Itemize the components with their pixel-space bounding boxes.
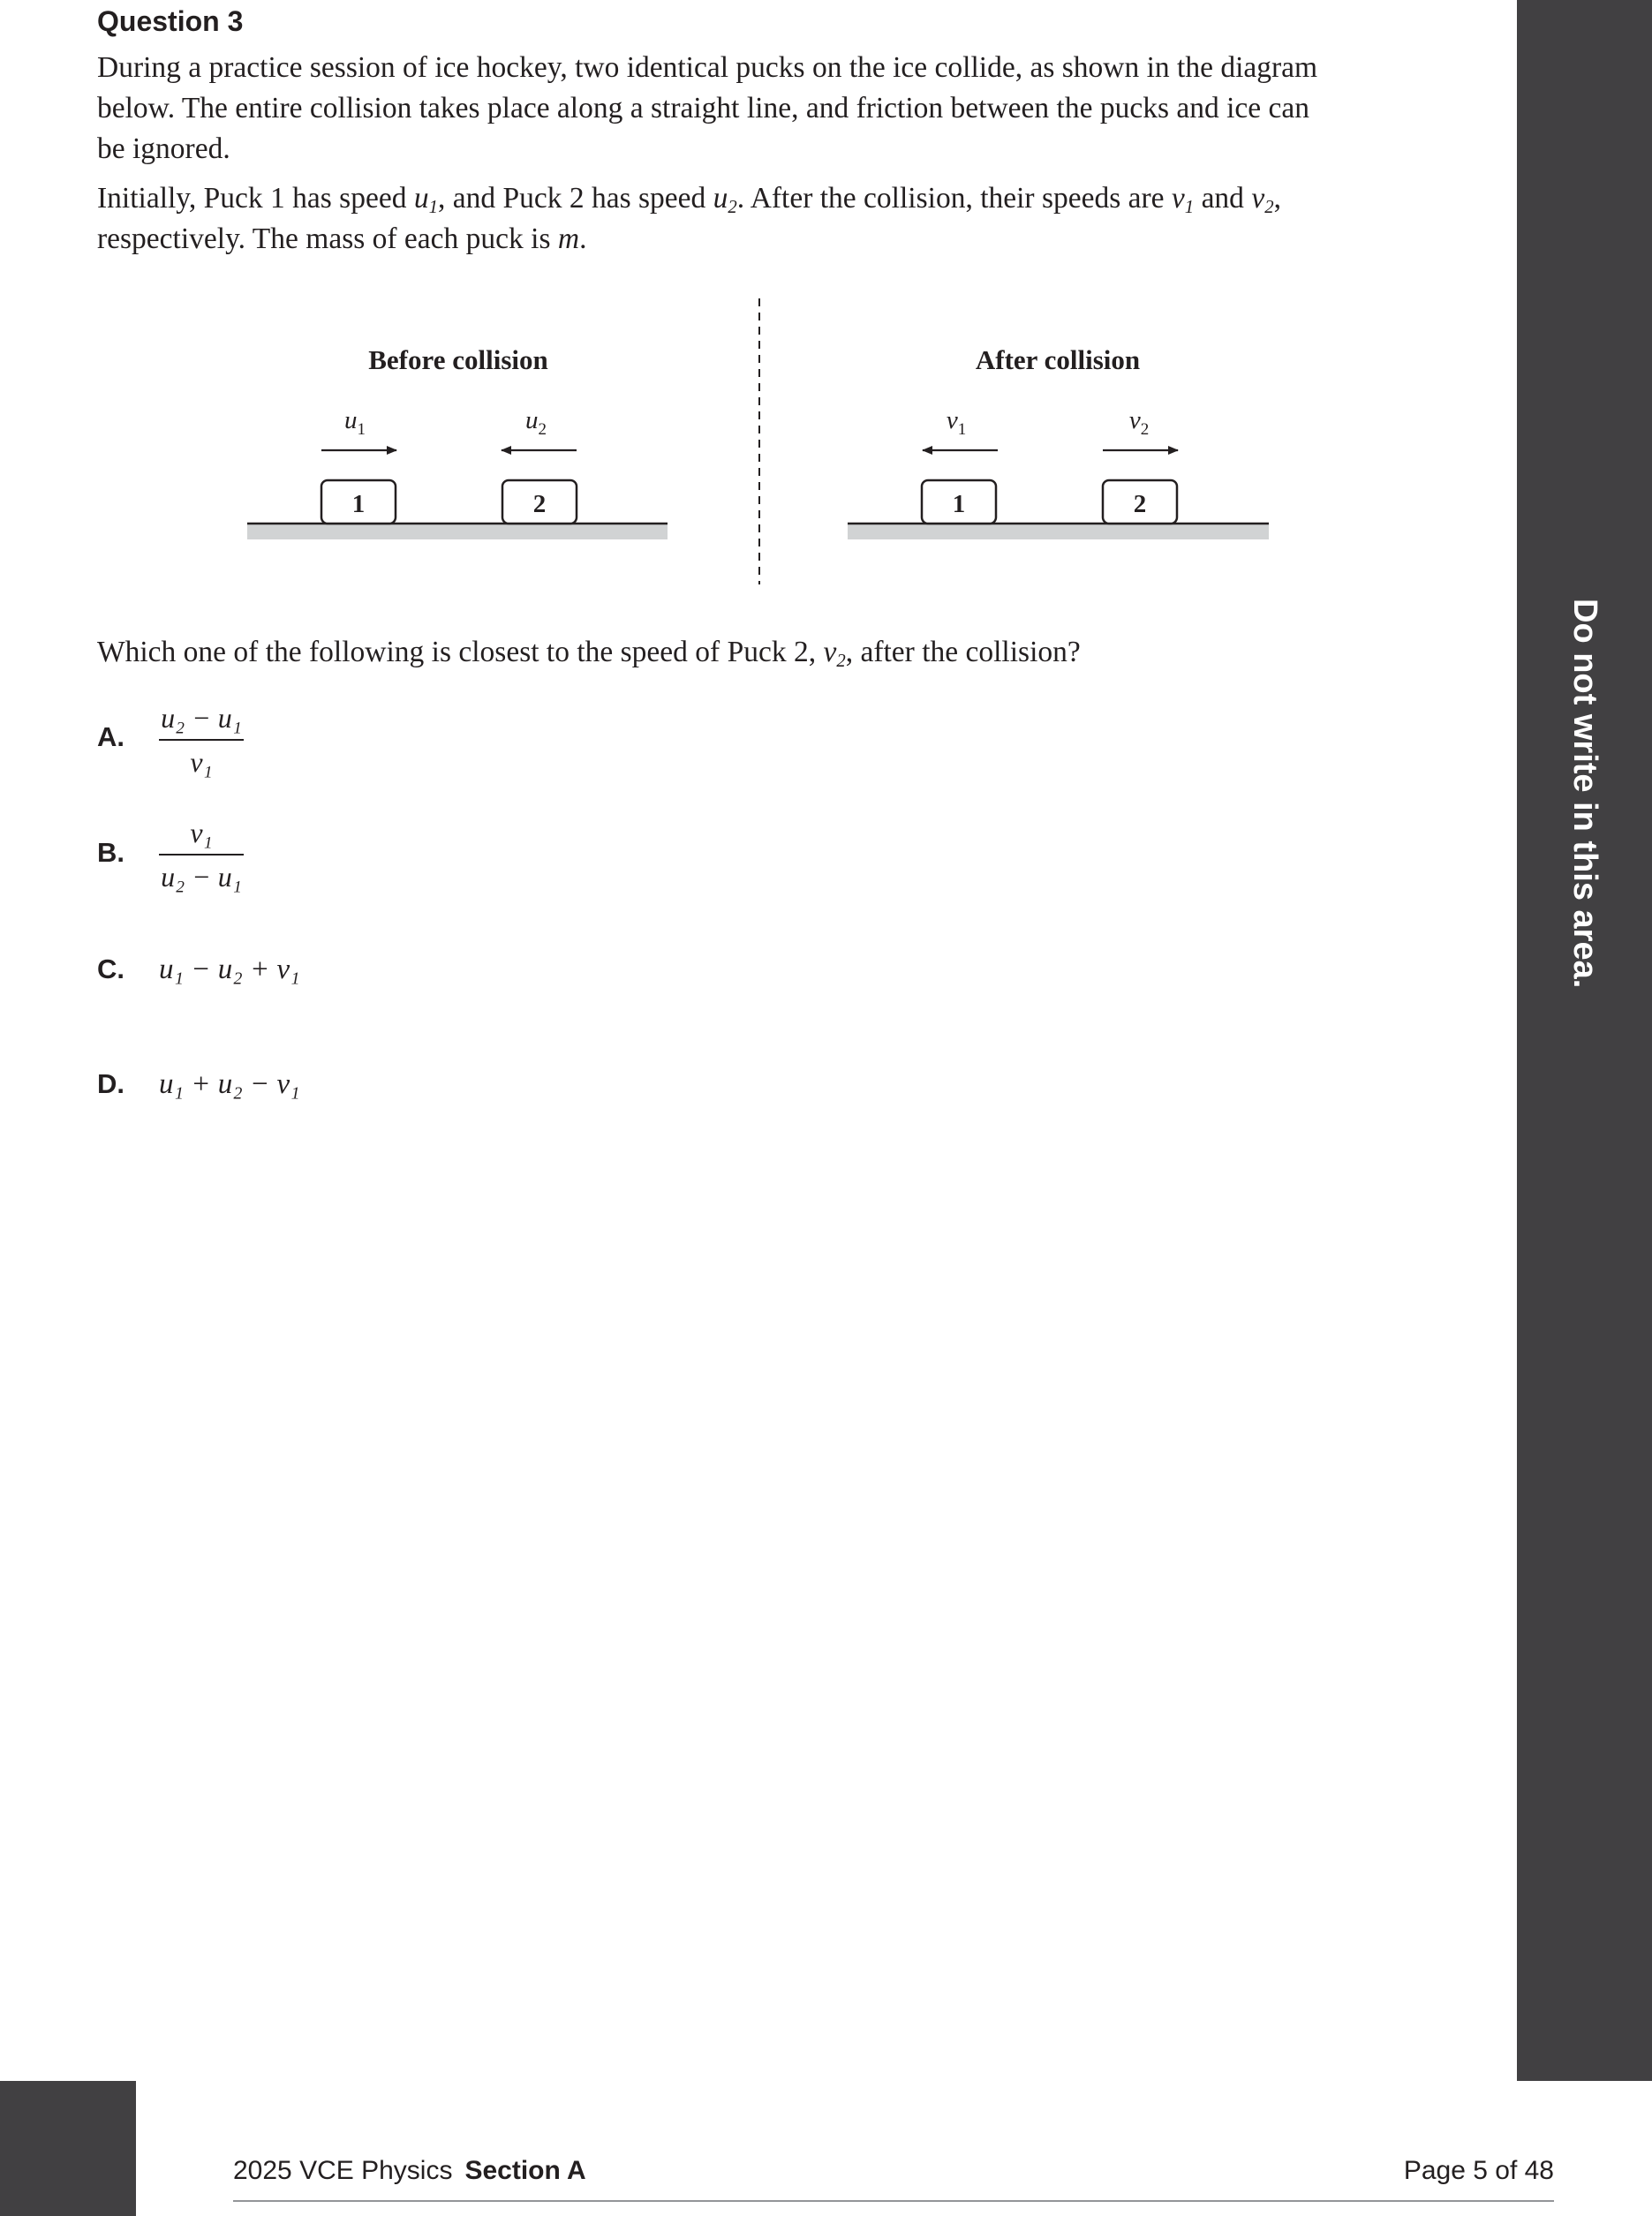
question-paragraph-1 xyxy=(97,48,1422,170)
question-paragraph-2 xyxy=(97,178,1422,260)
puck-2-label: 2 xyxy=(532,490,547,518)
label-u2: $u_2$ xyxy=(525,406,547,439)
question-title: Question 3 xyxy=(97,5,244,37)
var-mass: m xyxy=(557,222,580,255)
ice-surface-before xyxy=(247,524,668,539)
page-number: Page 5 of 48 xyxy=(1403,2156,1554,2185)
fraction-bar xyxy=(159,854,244,855)
option-b-letter: B. xyxy=(97,837,124,868)
option-b-numerator: v₁ xyxy=(190,817,213,848)
option-a-letter: A. xyxy=(97,721,124,752)
paragraph-line: During a practice session of ice hockey, two identical pucks on the ice collide, as shown in the diagram xyxy=(97,51,1318,84)
puck-1-label: 1 xyxy=(952,490,966,518)
var-v2: $v_2$ xyxy=(1251,182,1274,217)
option-a-numerator: u₂ − u₁ xyxy=(161,702,242,734)
var-u1: $u_1$ xyxy=(413,182,438,217)
footer-section: Section A xyxy=(464,2156,586,2185)
option-c-expression: u₁ − u₂ + v₁ xyxy=(159,953,300,985)
option-d-letter: D. xyxy=(97,1068,124,1099)
paragraph-line: below. The entire collision takes place along a straight line, and friction between the pucks and ice can xyxy=(97,92,1310,124)
label-u1: $u_1$ xyxy=(344,406,366,439)
before-title: Before collision xyxy=(368,344,548,375)
footer-left xyxy=(233,2156,586,2186)
ice-surface-after xyxy=(848,524,1269,539)
question-prompt: Which one of the following is closest to the speed of Puck 2, $v_2$, after the collision? xyxy=(97,636,1081,671)
margin-note: Do not write in this area. xyxy=(1566,598,1603,989)
label-v2: $v_2$ xyxy=(1128,406,1150,439)
footer-rule xyxy=(233,2200,1554,2202)
paragraph-line: Initially, Puck 1 has speed $u_1$, and Puck 2 has speed $u_2$. After the collision, their speeds are $v_1$ and $v_2$, xyxy=(97,182,1281,217)
option-d-expression: u₁ + u₂ − v₁ xyxy=(159,1068,300,1100)
puck-2-label: 2 xyxy=(1133,490,1147,518)
option-b-fraction xyxy=(157,817,245,905)
fraction-bar xyxy=(159,739,244,741)
var-v1: $v_1$ xyxy=(1171,182,1195,217)
var-v2: $v_2$ xyxy=(823,636,846,671)
corner-block xyxy=(0,2081,136,2216)
footer-title: 2025 VCE Physics xyxy=(233,2156,453,2185)
after-title: After collision xyxy=(975,344,1141,375)
margin-note-wrap xyxy=(1517,0,1652,2081)
option-a-fraction xyxy=(157,702,245,790)
paragraph-line: respectively. The mass of each puck is m. xyxy=(97,222,587,255)
collision-diagram xyxy=(0,283,1413,600)
var-u2: $u_2$ xyxy=(713,182,737,217)
puck-1-label: 1 xyxy=(351,490,366,518)
option-a-denominator: v₁ xyxy=(190,746,213,778)
label-v1: $v_1$ xyxy=(946,406,967,439)
option-c-letter: C. xyxy=(97,953,124,984)
paragraph-line: be ignored. xyxy=(97,132,230,165)
option-b-denominator: u₂ − u₁ xyxy=(161,861,242,893)
